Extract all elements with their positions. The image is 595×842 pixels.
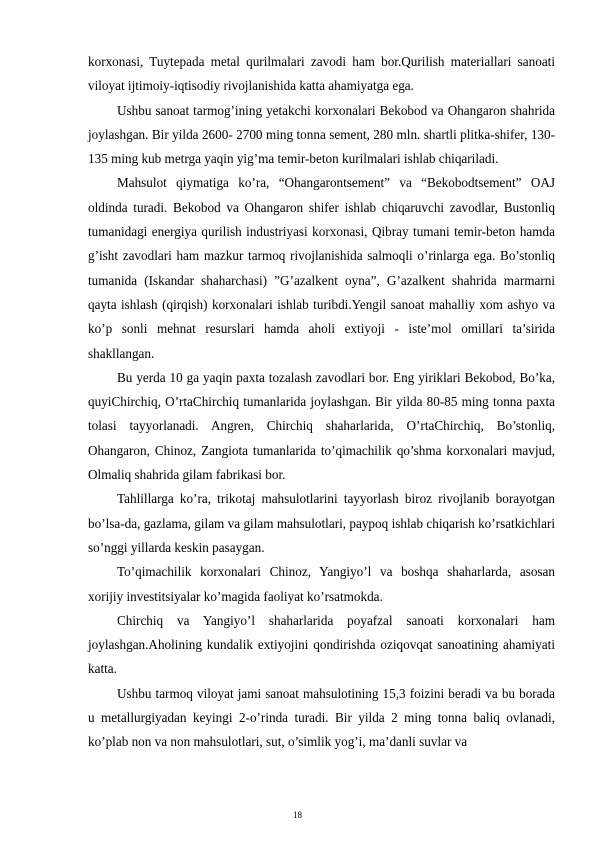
paragraph-7: Chirchiq va Yangiyo’l shaharlarida poyafzal sanoati korxonalari ham joylashgan.Aholining kundalik extiyojini qondirishda oziqovqat sanoatining ahamiyati katta. — [88, 612, 555, 677]
page-number: 18 — [293, 810, 302, 820]
paragraph-3: Mahsulot qiymatiga ko’ra, “Ohangarontsement” va “Bekobodtsement” OAJ oldinda turadi. Bekobod va Ohangaron shifer ishlab chiqaruvchi zavodlar, Bustonliq tumanidagi energiya qurilish industriyasi korxonasi, Qibray tumani temir-beton hamda g’isht zavodlari ham mazkur tarmoq rivojlanishida salmoqli o’rinlarga ega. Bo’stonliq tumanida (Iskandar shaharchasi) ”G’azalkent oyna”, G’azalkent shahrida marmarni qayta ishlash (qirqish) korxonalari ishlab turibdi.Yengil sanoat mahalliy xom ashyo va ko’p sonli mehnat resurslari hamda aholi extiyoji - iste’mol omillari ta’sirida shakllangan. — [88, 175, 555, 361]
paragraph-1: korxonasi, Tuytepada metal qurilmalari zavodi ham bor.Qurilish materiallari sanoati viloyat ijtimoiy-iqtisodiy rivojlanishida katta ahamiyatga ega. — [88, 54, 555, 94]
paragraph-8: Ushbu tarmoq viloyat jami sanoat mahsulotining 15,3 foizini beradi va bu borada u metallurgiyadan keyingi 2-o’rinda turadi. Bir yilda 2 ming tonna baliq ovlanadi, ko’plab non va non mahsulotlari, sut, o’simlik yog’i, ma’danli suvlar va — [88, 685, 555, 750]
paragraph-2: Ushbu sanoat tarmog’ining yetakchi korxonalari Bekobod va Ohangaron shahrida joylashgan. Bir yilda 2600- 2700 ming tonna sement, 280 mln. shartli plitka-shifer, 130-135 ming kub metrga yaqin yig’ma temir-beton kurilmalari ishlab chiqariladi. — [88, 102, 555, 167]
paragraph-6: To’qimachilik korxonalari Chinoz, Yangiyo’l va boshqa shaharlarda, asosan xorijiy investitsiyalar ko’magida faoliyat ko’rsatmokda. — [88, 564, 555, 604]
paragraph-4: Bu yerda 10 ga yaqin paxta tozalash zavodlari bor. Eng yiriklari Bekobod, Bo’ka, quyiChirchiq, O’rtaChirchiq tumanlarida joylashgan. Bir yilda 80-85 ming tonna paxta tolasi tayyorlanadi. Angren, Chirchiq shaharlarida, O’rtaChirchiq, Bo’stonliq, Ohangaron, Chinoz, Zangiota tumanlarida to’qimachilik qo’shma korxonalari mavjud, Olmaliq shahrida gilam fabrikasi bor. — [88, 369, 555, 483]
paragraph-5: Tahlillarga ko’ra, trikotaj mahsulotlarini tayyorlash biroz rivojlanib borayotgan bo’lsa-da, gazlama, gilam va gilam mahsulotlari, paypoq ishlab chiqarish ko’rsatkichlari so’nggi yillarda keskin pasaygan. — [88, 491, 555, 555]
document-page — [88, 50, 555, 755]
